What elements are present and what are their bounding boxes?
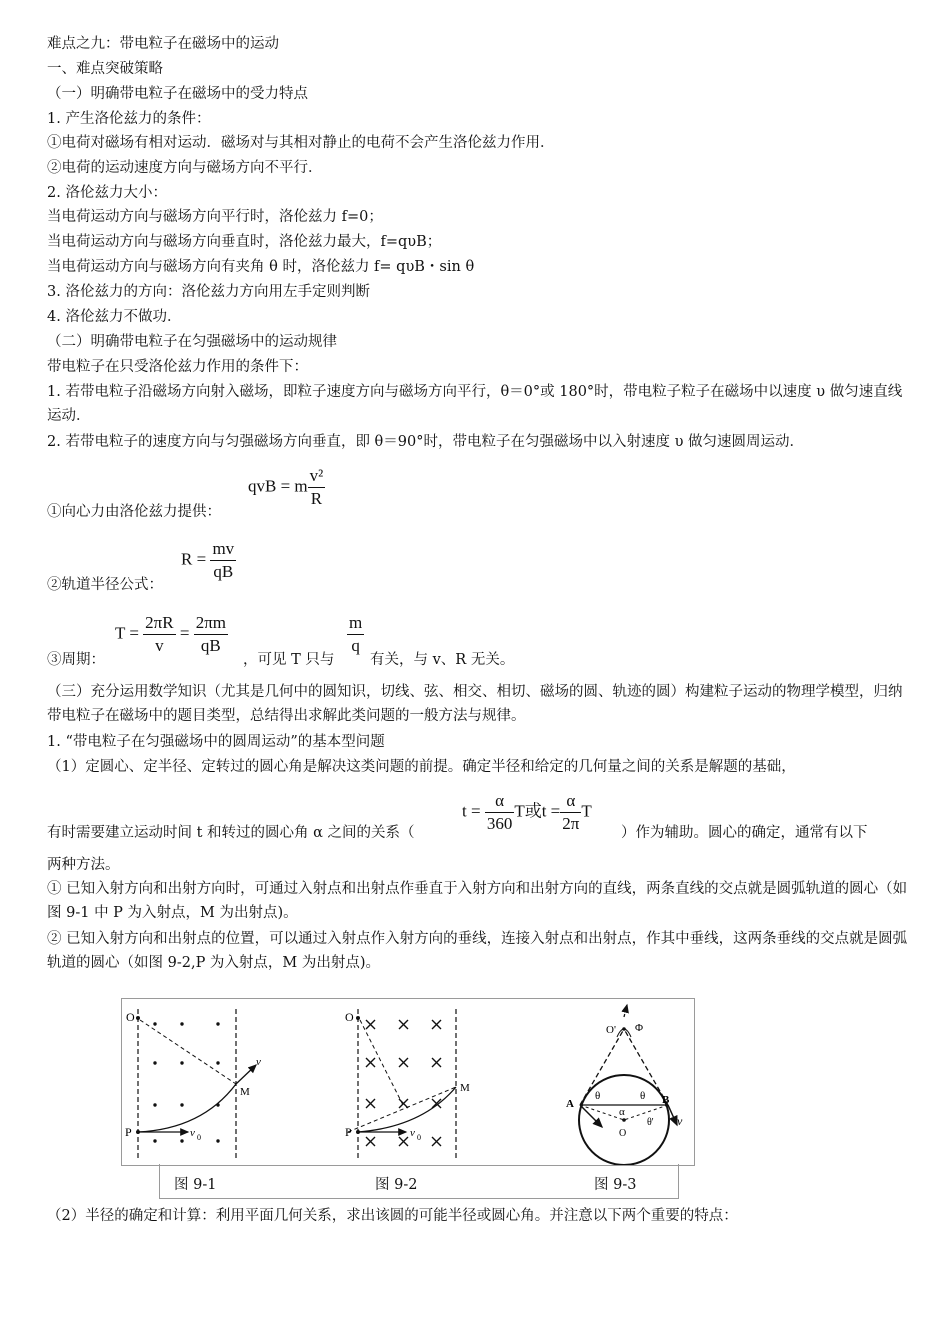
- subsection-heading: （二）明确带电粒子在匀强磁场中的运动规律: [47, 334, 337, 350]
- formula-lhs: T =: [115, 623, 139, 643]
- fraction-denominator: qB: [213, 562, 234, 581]
- formula-label: ②轨道半径公式：: [47, 577, 163, 593]
- fraction-denominator: R: [310, 489, 323, 508]
- paragraph: 两种方法。: [47, 857, 120, 873]
- formula-centripetal: [248, 465, 325, 510]
- paragraph: 1. 若带电粒子沿磁场方向射入磁场，即粒子速度方向与磁场方向平行，θ＝0°或 180°时，带电粒子粒子在磁场中以速度 υ 做匀速直线运动．: [47, 384, 903, 424]
- fraction-denominator: v: [155, 636, 164, 655]
- label-a: A: [566, 1098, 574, 1110]
- figure-caption: 图 9-1: [174, 1177, 217, 1193]
- label-o: O: [126, 1010, 135, 1024]
- label-v0-subscript: 0: [197, 1133, 201, 1142]
- list-item: 4. 洛伦兹力不做功．: [47, 309, 182, 325]
- figure-frame: [121, 998, 695, 1166]
- subsection-heading: （三）充分运用数学知识（尤其是几何中的圆知识，切线、弦、相交、相切、磁场的圆、轨迹的圆）构建粒子运动的物理学模型，归纳带电粒子在磁场中的题目类型，总结得出求解此类问题的一般方法与规律。: [47, 684, 903, 724]
- paragraph: ）作为辅助。圆心的确定，通常有以下: [621, 825, 868, 841]
- label-phi: Φ: [635, 1022, 644, 1034]
- label-alpha: α: [619, 1106, 625, 1118]
- paragraph: （1）定圆心、定半径、定转过的圆心角是解决这类问题的前提。确定半径和给定的几何量之间的关系是解题的基础，: [47, 759, 796, 775]
- formula-text: 有关，与 v、R 无关。: [370, 652, 515, 668]
- formula-label: ③周期：: [47, 652, 105, 668]
- label-o-prime: O': [606, 1024, 616, 1036]
- equals-sign: =: [179, 623, 190, 643]
- formula-label: ①向心力由洛伦兹力提供：: [47, 504, 221, 520]
- fraction-numerator: 2πm: [194, 612, 228, 635]
- label-v0-subscript: 0: [417, 1133, 421, 1142]
- diagram-9-1: [125, 1009, 261, 1159]
- diagram-9-3: [566, 1005, 683, 1165]
- page-title: 难点之九：带电粒子在磁场中的运动: [47, 36, 279, 52]
- label-v: v: [256, 1056, 261, 1068]
- list-item: 3. 洛伦兹力的方向：洛伦兹力方向用左手定则判断: [47, 284, 370, 300]
- paragraph: ① 已知入射方向和出射方向时，可通过入射点和出射点作垂直于入射方向和出射方向的直线，两条直线的交点就是圆弧轨道的圆心（如图 9-1 中 P 为入射点，M 为出射点)。: [47, 881, 908, 921]
- label-nu: ν: [677, 1114, 683, 1128]
- label-theta: θ: [595, 1090, 601, 1102]
- paragraph: 2. 若带电粒子的速度方向与匀强磁场方向垂直，即 θ＝90°时，带电粒子在匀强磁场中以入射速度 υ 做匀速圆周运动．: [47, 434, 805, 450]
- label-m: M: [460, 1082, 470, 1094]
- label-v0: v: [410, 1127, 415, 1139]
- formula-text: T或t =: [514, 801, 561, 821]
- fraction-denominator: 360: [486, 814, 513, 833]
- fraction-numerator: m: [347, 612, 364, 635]
- figure-diagrams: [122, 999, 694, 1165]
- label-o: O: [345, 1010, 354, 1024]
- label-o-center: O: [619, 1128, 627, 1139]
- formula-radius: [181, 538, 236, 583]
- subsection-heading: （一）明确带电粒子在磁场中的受力特点: [47, 86, 308, 102]
- figure-caption: 图 9-3: [594, 1177, 637, 1193]
- label-b: B: [662, 1094, 670, 1106]
- list-item: 2. 洛伦兹力大小：: [47, 185, 167, 201]
- label-theta-prime: θ': [647, 1117, 654, 1128]
- label-p: P: [125, 1125, 132, 1139]
- paragraph: 有时需要建立运动时间 t 和转过的圆心角 α 之间的关系（: [47, 825, 415, 841]
- label-p: P: [345, 1125, 352, 1139]
- formula-time: [462, 790, 592, 835]
- list-item: 1. 产生洛伦兹力的条件：: [47, 111, 211, 127]
- formula-m-over-q: [347, 612, 364, 657]
- paragraph: 带电粒子在只受洛伦兹力作用的条件下：: [47, 359, 308, 375]
- figure-caption: 图 9-2: [375, 1177, 418, 1193]
- paragraph: ② 已知入射方向和出射点的位置，可以通过入射点作入射方向的垂线，连接入射点和出射点，作其中垂线，这两条垂线的交点就是圆弧轨道的圆心（如图 9-2,P 为入射点，M 为出射点)。: [47, 931, 908, 971]
- fraction-numerator: 2πR: [143, 612, 175, 635]
- fraction-denominator: 2π: [562, 814, 580, 833]
- fraction-denominator: q: [351, 636, 360, 655]
- fraction-numerator: mv: [210, 538, 236, 561]
- list-item: 当电荷运动方向与磁场方向平行时，洛伦兹力 f=0；: [47, 209, 383, 225]
- list-item: 1. “带电粒子在匀强磁场中的圆周运动”的基本型问题: [47, 734, 385, 750]
- list-item: ①电荷对磁场有相对运动．磁场对与其相对静止的电荷不会产生洛伦兹力作用．: [47, 135, 555, 151]
- formula-lhs: t =: [462, 801, 481, 821]
- formula-lhs: R =: [181, 549, 207, 569]
- section-heading: 一、难点突破策略: [47, 61, 163, 77]
- list-item: 当电荷运动方向与磁场方向垂直时，洛伦兹力最大，f=qυB；: [47, 234, 442, 250]
- label-v0: v: [190, 1127, 195, 1139]
- paragraph: （2）半径的确定和计算：利用平面几何关系，求出该圆的可能半径或圆心角。并注意以下两个重要的特点：: [47, 1208, 738, 1224]
- fraction-numerator: v²: [308, 465, 326, 488]
- list-item: ②电荷的运动速度方向与磁场方向不平行．: [47, 160, 323, 176]
- fraction-denominator: qB: [200, 636, 221, 655]
- formula-lhs: qvB = m: [248, 476, 308, 496]
- label-theta: θ: [640, 1090, 646, 1102]
- label-m: M: [240, 1086, 250, 1098]
- fraction-numerator: α: [485, 790, 515, 813]
- diagram-9-2: [345, 1009, 470, 1159]
- list-item: 当电荷运动方向与磁场方向有夹角 θ 时，洛伦兹力 f= qυB・sin θ: [47, 259, 475, 275]
- formula-text: ，可见 T 只与: [243, 652, 335, 668]
- formula-text: T: [581, 801, 592, 821]
- formula-period: [115, 612, 228, 657]
- fraction-numerator: α: [560, 790, 581, 813]
